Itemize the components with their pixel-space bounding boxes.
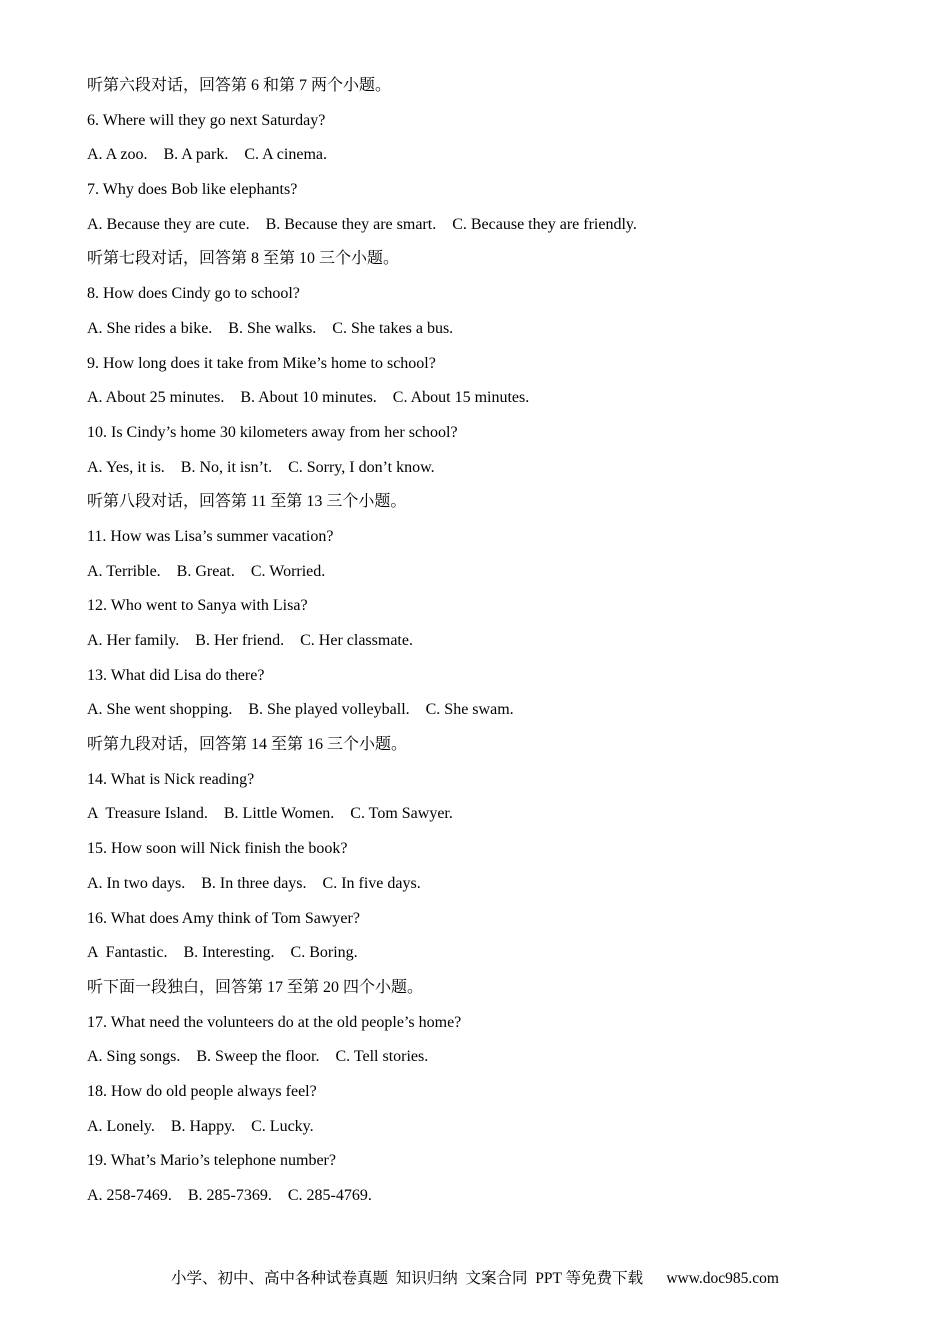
question-19: 19. What’s Mario’s telephone number? (87, 1152, 336, 1170)
options-18: A. Lonely. B. Happy. C. Lucky. (87, 1117, 314, 1135)
options-11: A. Terrible. B. Great. C. Worried. (87, 562, 326, 580)
question-9: 9. How long does it take from Mike’s home to school? (87, 354, 436, 372)
options-9: A. About 25 minutes. B. About 10 minutes. C. About 15 minutes. (87, 389, 530, 407)
question-16: 16. What does Amy think of Tom Sawyer? (87, 909, 360, 927)
question-17: 17. What need the volunteers do at the old people’s home? (87, 1013, 462, 1031)
section-heading-dialogue-7: 听第七段对话，回答第 8 至第 10 三个小题。 (87, 250, 400, 268)
question-11: 11. How was Lisa’s summer vacation? (87, 527, 334, 545)
question-14: 14. What is Nick reading? (87, 770, 255, 788)
question-10: 10. Is Cindy’s home 30 kilometers away from her school? (87, 423, 458, 441)
question-7: 7. Why does Bob like elephants? (87, 181, 298, 199)
options-19: A. 258-7469. B. 285-7369. C. 285-4769. (87, 1187, 372, 1204)
options-6: A. A zoo. B. A park. C. A cinema. (87, 146, 327, 164)
document-body (87, 74, 907, 1219)
question-18: 18. How do old people always feel? (87, 1082, 317, 1100)
options-15: A. In two days. B. In three days. C. In five days. (87, 874, 421, 892)
options-14: A Treasure Island. B. Little Women. C. Tom Sawyer. (87, 805, 453, 823)
options-10: A. Yes, it is. B. No, it isn’t. C. Sorry, I don’t know. (87, 458, 435, 476)
section-heading-monologue: 听下面一段独白，回答第 17 至第 20 四个小题。 (87, 978, 424, 996)
options-8: A. She rides a bike. B. She walks. C. She takes a bus. (87, 319, 454, 337)
section-heading-dialogue-8: 听第八段对话，回答第 11 至第 13 三个小题。 (87, 493, 407, 511)
question-6: 6. Where will they go next Saturday? (87, 111, 326, 129)
options-12: A. Her family. B. Her friend. C. Her classmate. (87, 632, 413, 649)
options-13: A. She went shopping. B. She played volleyball. C. She swam. (87, 701, 514, 719)
question-13: 13. What did Lisa do there? (87, 666, 265, 684)
question-15: 15. How soon will Nick finish the book? (87, 840, 348, 858)
question-8: 8. How does Cindy go to school? (87, 285, 300, 303)
section-heading-dialogue-9: 听第九段对话，回答第 14 至第 16 三个小题。 (87, 736, 408, 754)
options-17: A. Sing songs. B. Sweep the floor. C. Tell stories. (87, 1048, 429, 1066)
question-12: 12. Who went to Sanya with Lisa? (87, 597, 308, 615)
options-7: A. Because they are cute. B. Because they are smart. C. Because they are friendly. (87, 215, 637, 233)
page-footer: 小学、初中、高中各种试卷真题 知识归纳 文案合同 PPT 等免费下载 www.doc985.com (171, 1270, 779, 1287)
section-heading-dialogue-6: 听第六段对话，回答第 6 和第 7 两个小题。 (87, 77, 392, 94)
options-16: A Fantastic. B. Interesting. C. Boring. (87, 944, 358, 962)
